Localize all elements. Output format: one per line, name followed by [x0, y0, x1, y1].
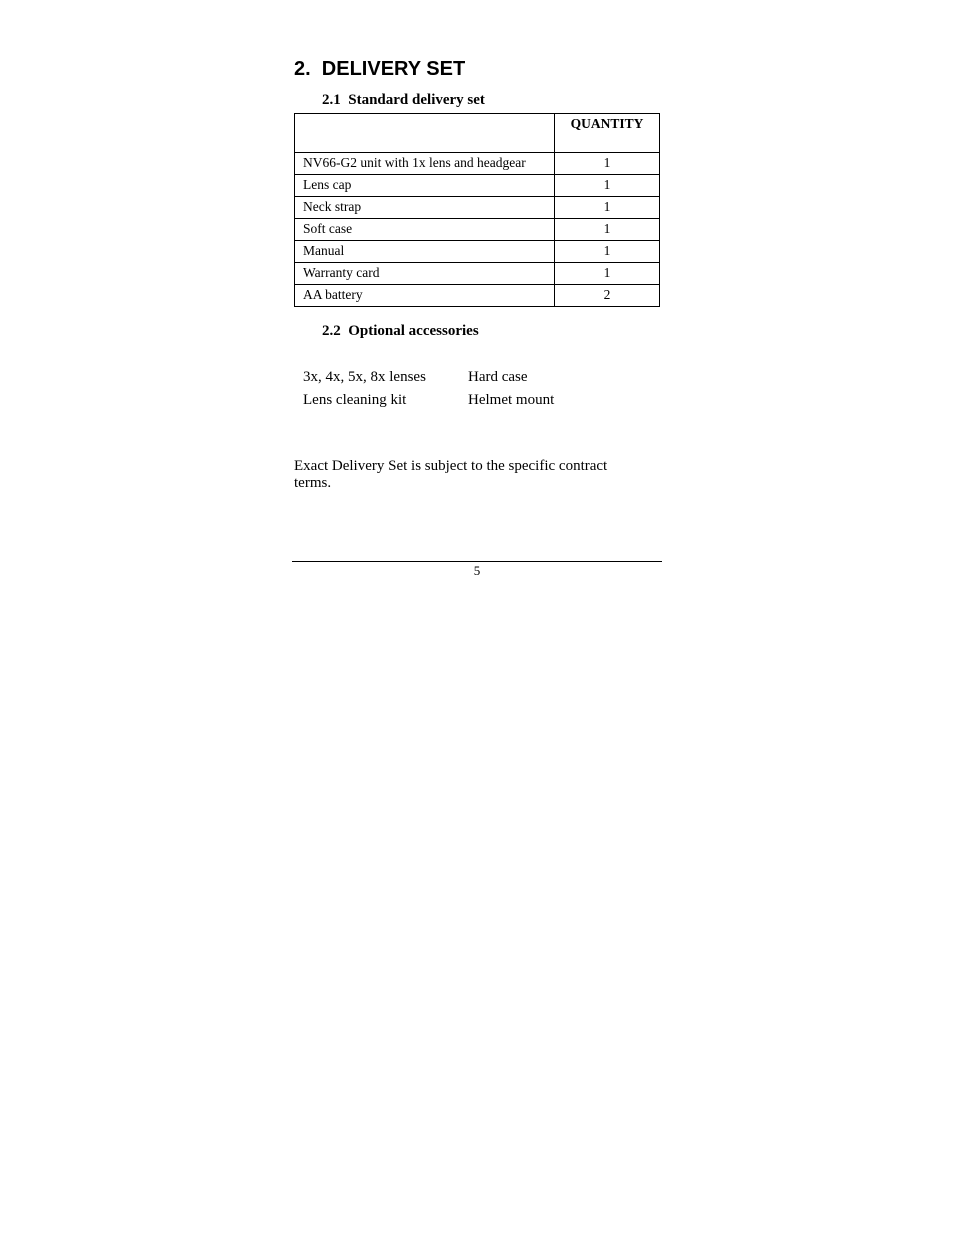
table-row — [295, 197, 660, 219]
quantity-cell: 1 — [555, 219, 660, 241]
list-row — [303, 389, 633, 412]
item-cell: Lens cap — [295, 175, 555, 197]
item-cell: Soft case — [295, 219, 555, 241]
section-title: 2. DELIVERY SET — [294, 58, 466, 80]
item-column-header — [295, 114, 555, 153]
table-row — [295, 153, 660, 175]
table-row — [295, 285, 660, 307]
quantity-cell: 1 — [555, 241, 660, 263]
quantity-cell: 1 — [555, 197, 660, 219]
list-item: 3x, 4x, 5x, 8x lenses — [303, 369, 426, 385]
item-cell: Warranty card — [295, 263, 555, 285]
optional-accessories-heading: 2.2 Optional accessories — [322, 323, 479, 339]
page-number: 5 — [473, 563, 481, 578]
item-cell: Manual — [295, 241, 555, 263]
item-cell: Neck strap — [295, 197, 555, 219]
quantity-cell: 2 — [555, 285, 660, 307]
table-header-row — [295, 114, 660, 153]
item-cell: NV66-G2 unit with 1x lens and headgear — [295, 153, 555, 175]
list-item: Hard case — [468, 369, 528, 385]
footer-divider — [292, 561, 662, 562]
optional-accessories-list — [303, 366, 633, 412]
quantity-column-header: QUANTITY — [555, 114, 660, 153]
standard-delivery-heading: 2.1 Standard delivery set — [322, 92, 485, 108]
table-row — [295, 241, 660, 263]
quantity-cell: 1 — [555, 175, 660, 197]
list-item: Helmet mount — [468, 392, 555, 408]
delivery-note: Exact Delivery Set is subject to the specific contract terms. — [294, 458, 608, 491]
list-item: Lens cleaning kit — [303, 392, 407, 408]
standard-delivery-table — [294, 113, 660, 307]
quantity-cell: 1 — [555, 153, 660, 175]
quantity-cell: 1 — [555, 263, 660, 285]
item-cell: AA battery — [295, 285, 555, 307]
table-row — [295, 263, 660, 285]
table-row — [295, 175, 660, 197]
table-row — [295, 219, 660, 241]
list-row — [303, 366, 633, 389]
